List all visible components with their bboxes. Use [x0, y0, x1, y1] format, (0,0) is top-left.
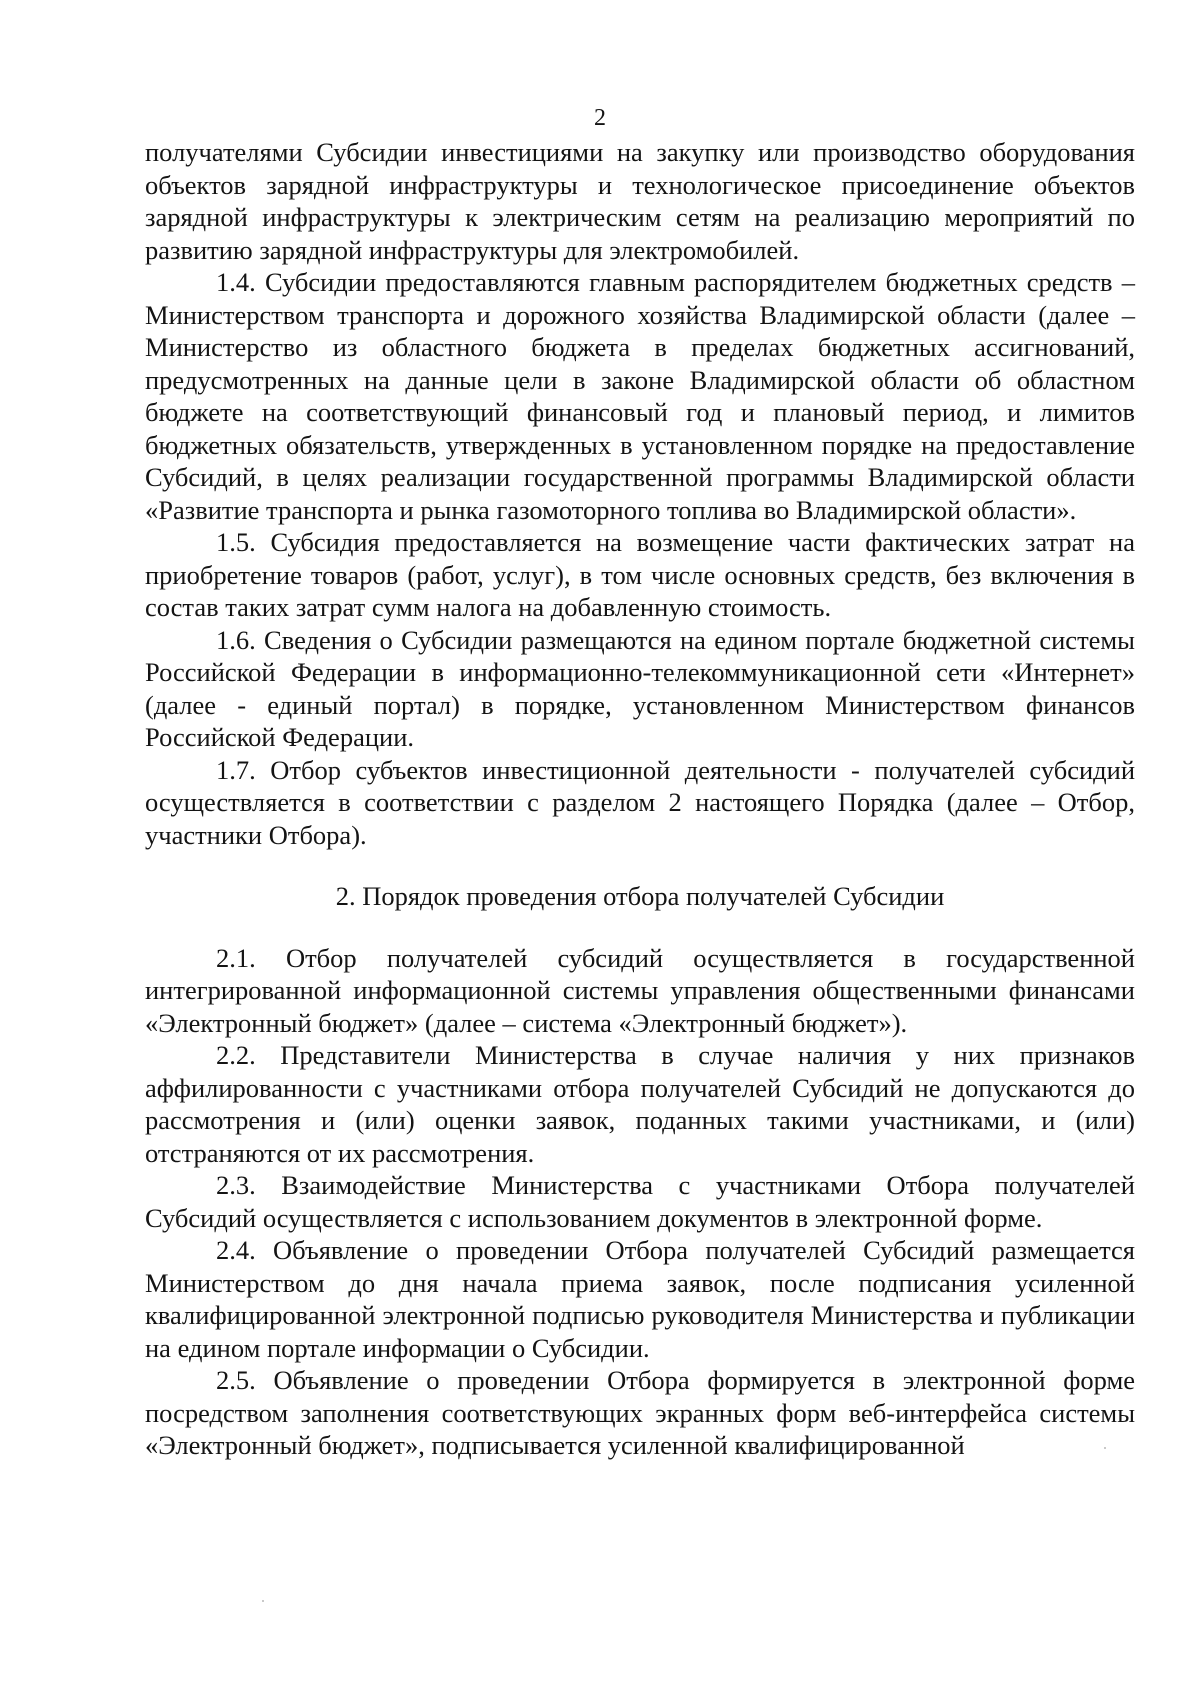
document-body: [145, 136, 1135, 1462]
paragraph-1-6: 1.6. Сведения о Субсидии размещаются на едином портале бюджетной системы Российской Федерации в информационно-телекоммуникационной сети «Интернет» (далее - единый портал) в порядке, установленном Министерством финансов Российской Федерации.: [145, 624, 1135, 752]
paragraph-continuation: получателями Субсидии инвестициями на закупку или производство оборудования объектов зарядной инфраструктуры и технологическое присоединение объектов зарядной инфраструктуры к электрическим сетям на реализацию мероприятий по развитию зарядной инфраструктуры для электромобилей.: [145, 137, 1135, 265]
scan-speck: [1104, 1447, 1106, 1449]
paragraph-1-5: 1.5. Субсидия предоставляется на возмещение части фактических затрат на приобретение товаров (работ, услуг), в том числе основных средств, без включения в состав таких затрат сумм налога на добавленную стоимость.: [145, 527, 1135, 622]
paragraph-2-3: 2.3. Взаимодействие Министерства с участниками Отбора получателей Субсидий осуществляется с использованием документов в электронной форме.: [145, 1170, 1135, 1233]
paragraph-2-4: 2.4. Объявление о проведении Отбора получателей Субсидий размещается Министерством до дня начала приема заявок, после подписания усиленной квалифицированной электронной подписью руководителя Министерства и публикации на едином портале информации о Субсидии.: [145, 1235, 1135, 1363]
paragraph-2-5: 2.5. Объявление о проведении Отбора формируется в электронной форме посредством заполнения соответствующих экранных форм веб-интерфейса системы «Электронный бюджет», подписывается усиленной квалифицированной: [145, 1365, 1135, 1460]
paragraph-1-4: 1.4. Субсидии предоставляются главным распорядителем бюджетных средств – Министерством транспорта и дорожного хозяйства Владимирской области (далее – Министерство из областного бюджета в пределах бюджетных ассигнований, предусмотренных на данные цели в законе Владимирской области об областном бюджете на соответствующий финансовый год и плановый период, и лимитов бюджетных обязательств, утвержденных в установленном порядке на предоставление Субсидий, в целях реализации государственной программы Владимирской области «Развитие транспорта и рынка газомоторного топлива во Владимирской области».: [145, 267, 1135, 525]
scan-speck: [262, 1600, 264, 1602]
section-heading: 2. Порядок проведения отбора получателей Субсидии: [335, 881, 945, 911]
paragraph-1-7: 1.7. Отбор субъектов инвестиционной деятельности - получателей субсидий осуществляется в соответствии с разделом 2 настоящего Порядка (далее – Отбор, участники Отбора).: [145, 754, 1135, 850]
paragraph-2-2: 2.2. Представители Министерства в случае наличия у них признаков аффилированности с участниками отбора получателей Субсидий не допускаются до рассмотрения и (или) оценки заявок, поданных такими участниками, и (или) отстраняются от их рассмотрения.: [145, 1040, 1135, 1168]
paragraph-2-1: 2.1. Отбор получателей субсидий осуществляется в государственной интегрированной информационной системы управления общественными финансами «Электронный бюджет» (далее – система «Электронный бюджет»).: [145, 942, 1135, 1038]
page-number: 2: [594, 105, 606, 131]
